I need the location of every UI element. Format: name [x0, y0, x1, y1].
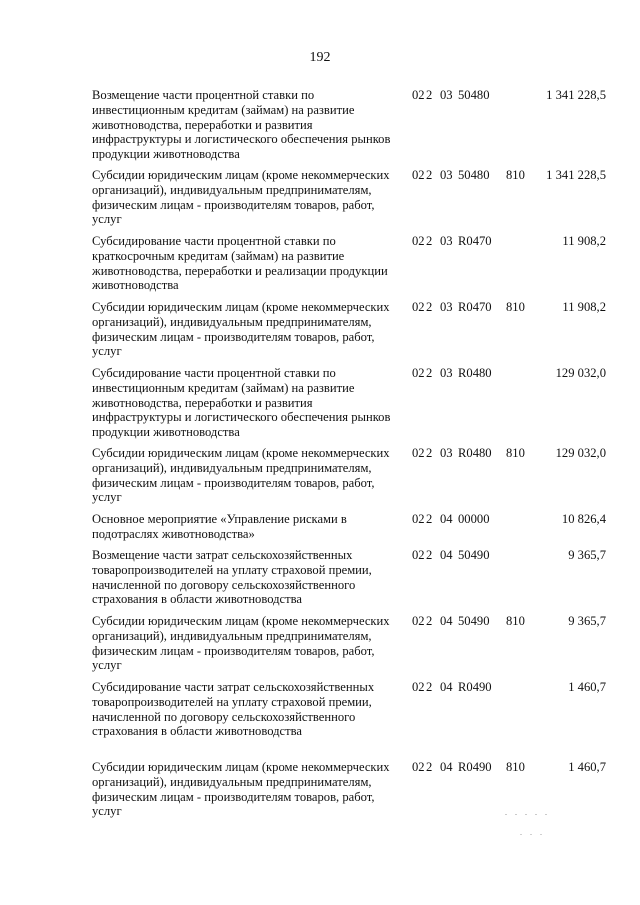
row-code — [412, 300, 536, 315]
code-expense-type: 810 — [506, 614, 525, 628]
code-program: 02 — [412, 300, 425, 314]
row-amount: 9 365,7 — [568, 614, 606, 628]
code-program: 02 — [412, 614, 425, 628]
code-program: 02 — [412, 512, 425, 526]
code-direction: R0490 — [458, 680, 492, 694]
code-program: 02 — [412, 234, 425, 248]
code-event: 03 — [440, 300, 453, 314]
table-row — [92, 680, 622, 750]
row-description: Субсидии юридическим лицам (кроме некоммерческих организаций), индивидуальным предпринимателям, физическим лицам - производителям товаров, работ, услуг — [92, 300, 390, 359]
code-subprogram: 2 — [426, 234, 433, 248]
code-program: 02 — [412, 366, 425, 380]
code-event: 03 — [440, 168, 453, 182]
row-code — [412, 548, 536, 563]
code-direction: R0470 — [458, 234, 492, 248]
code-program: 02 — [412, 760, 425, 774]
code-program: 02 — [412, 680, 425, 694]
scan-specks: . . . . . — [505, 808, 550, 817]
code-program: 02 — [412, 446, 425, 460]
code-subprogram: 2 — [426, 548, 433, 562]
row-amount: 11 908,2 — [562, 234, 606, 248]
row-code — [412, 446, 536, 461]
row-code — [412, 88, 536, 103]
row-code — [412, 366, 536, 381]
code-direction: 50480 — [458, 168, 490, 182]
code-program: 02 — [412, 168, 425, 182]
code-direction: R0480 — [458, 366, 492, 380]
row-code — [412, 168, 536, 183]
row-code — [412, 234, 536, 249]
code-subprogram: 2 — [426, 680, 433, 694]
table-row — [92, 168, 622, 227]
table-row — [92, 88, 622, 162]
code-expense-type: 810 — [506, 168, 525, 182]
code-direction: R0480 — [458, 446, 492, 460]
table-row — [92, 366, 622, 440]
row-amount: 9 365,7 — [568, 548, 606, 562]
table-row — [92, 548, 622, 607]
code-subprogram: 2 — [426, 614, 433, 628]
code-direction: 50490 — [458, 614, 490, 628]
code-direction: 50490 — [458, 548, 490, 562]
code-event: 04 — [440, 760, 453, 774]
row-code — [412, 614, 536, 629]
row-amount: 129 032,0 — [555, 366, 606, 380]
row-description: Субсидирование части процентной ставки по краткосрочным кредитам (займам) на развитие животноводства, переработки и реализации продукции животноводства — [92, 234, 388, 293]
code-expense-type: 810 — [506, 446, 525, 460]
row-description: Субсидии юридическим лицам (кроме некоммерческих организаций), индивидуальным предпринимателям, физическим лицам - производителям товаров, работ, услуг — [92, 446, 390, 505]
row-description: Основное мероприятие «Управление рисками в подотраслях животноводства» — [92, 512, 347, 541]
code-event: 04 — [440, 548, 453, 562]
row-description: Субсидии юридическим лицам (кроме некоммерческих организаций), индивидуальным предпринимателям, физическим лицам - производителям товаров, работ, услуг — [92, 614, 390, 673]
table-row — [92, 446, 622, 505]
table-row — [92, 512, 622, 541]
row-description: Субсидии юридическим лицам (кроме некоммерческих организаций), индивидуальным предпринимателям, физическим лицам - производителям товаров, работ, услуг — [92, 168, 390, 227]
code-subprogram: 2 — [426, 760, 433, 774]
code-event: 03 — [440, 366, 453, 380]
row-amount: 1 460,7 — [568, 760, 606, 774]
code-expense-type: 810 — [506, 760, 525, 774]
row-description: Возмещение части затрат сельскохозяйственных товаропроизводителей на уплату страховой премии, начисленной по договору сельскохозяйственного страхования в области животноводства — [92, 548, 372, 607]
code-subprogram: 2 — [426, 88, 433, 102]
row-description: Субсидии юридическим лицам (кроме некоммерческих организаций), индивидуальным предпринимателям, физическим лицам - производителям товаров, работ, услуг — [92, 760, 390, 819]
code-subprogram: 2 — [426, 512, 433, 526]
row-amount: 1 341 228,5 — [546, 88, 606, 102]
code-program: 02 — [412, 548, 425, 562]
code-event: 04 — [440, 512, 453, 526]
code-event: 04 — [440, 680, 453, 694]
code-subprogram: 2 — [426, 168, 433, 182]
table-row — [92, 234, 622, 293]
row-code — [412, 760, 536, 775]
row-description: Возмещение части процентной ставки по инвестиционным кредитам (займам) на развитие животноводства, переработки и развития инфраструктуры и логистического обеспечения рынков продукции животноводства — [92, 88, 391, 162]
budget-table — [92, 88, 622, 826]
code-event: 04 — [440, 614, 453, 628]
code-program: 02 — [412, 88, 425, 102]
code-subprogram: 2 — [426, 446, 433, 460]
code-direction: 50480 — [458, 88, 490, 102]
code-subprogram: 2 — [426, 366, 433, 380]
code-event: 03 — [440, 88, 453, 102]
row-code — [412, 512, 536, 527]
row-amount: 129 032,0 — [555, 446, 606, 460]
row-amount: 11 908,2 — [562, 300, 606, 314]
row-amount: 1 341 228,5 — [546, 168, 606, 182]
code-direction: R0490 — [458, 760, 492, 774]
table-row — [92, 300, 622, 359]
row-amount: 10 826,4 — [561, 512, 606, 526]
code-direction: R0470 — [458, 300, 492, 314]
row-amount: 1 460,7 — [568, 680, 606, 694]
row-code — [412, 680, 536, 695]
code-event: 03 — [440, 234, 453, 248]
row-description: Субсидирование части затрат сельскохозяйственных товаропроизводителей на уплату страховой премии, начисленной по договору сельскохозяйственного страхования в области животноводства — [92, 680, 375, 739]
page-number: 192 — [309, 50, 331, 65]
row-description: Субсидирование части процентной ставки по инвестиционным кредитам (займам) на развитие животноводства, переработки и развития инфраструктуры и логистического обеспечения рынков продукции животноводства — [92, 366, 391, 440]
code-expense-type: 810 — [506, 300, 525, 314]
table-row — [92, 614, 622, 673]
code-event: 03 — [440, 446, 453, 460]
code-direction: 00000 — [458, 512, 490, 526]
scan-specks: . . . — [520, 828, 545, 837]
code-subprogram: 2 — [426, 300, 433, 314]
